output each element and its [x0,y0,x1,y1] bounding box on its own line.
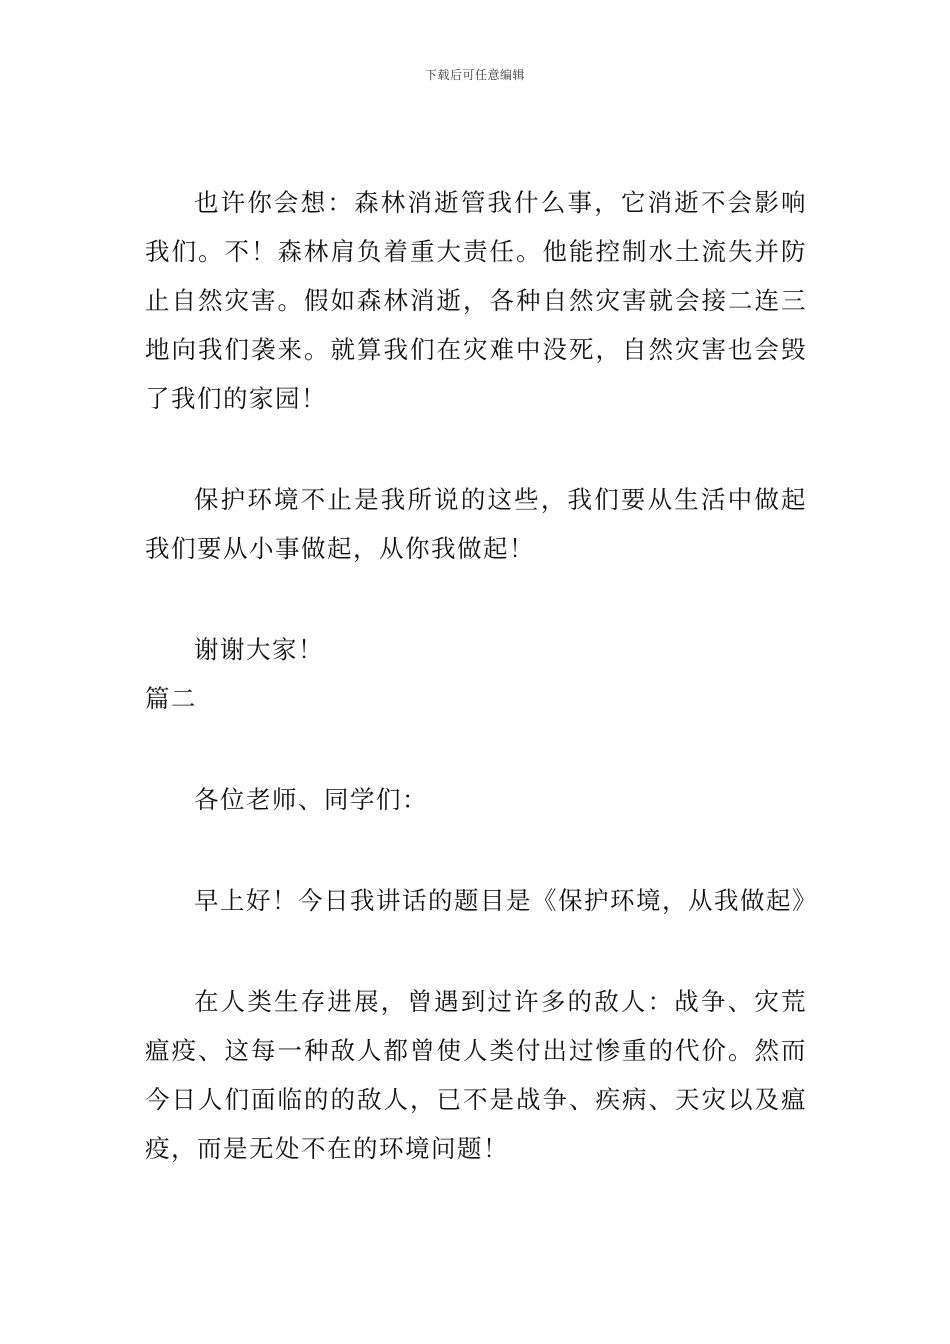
paragraph-topic: 早上好！今日我讲话的题目是《保护环境，从我做起》 [194,886,818,915]
page-header: 下载后可任意编辑 [424,68,525,82]
paragraph-protect: 保护环境不止是我所说的这些，我们要从生活中做起我们要从小事做起，从你我做起！ [145,485,807,563]
paragraph-enemies: 在人类生存进展，曾遇到过许多的敌人：战争、灾荒瘟疫、这每一种敌人都曾使人类付出过惨重的代价。然而今日人们面临的的敌人，已不是战争、疾病、天灾以及瘟疫，而是无处不在的环境问题！ [145,987,807,1163]
section-title: 篇二 [145,684,197,713]
paragraph-thanks: 谢谢大家！ [194,635,324,664]
paragraph-greeting: 各位老师、同学们： [194,785,428,814]
document-body [145,178,818,1225]
paragraph-forest: 也许你会想：森林消逝管我什么事，它消逝不会影响我们。不！森林肩负着重大责任。他能控制水土流失并防止自然灾害。假如森林消逝，各种自然灾害就会接二连三地向我们袭来。就算我们在灾难中没死，自然灾害也会毁了我们的家园！ [145,188,807,413]
